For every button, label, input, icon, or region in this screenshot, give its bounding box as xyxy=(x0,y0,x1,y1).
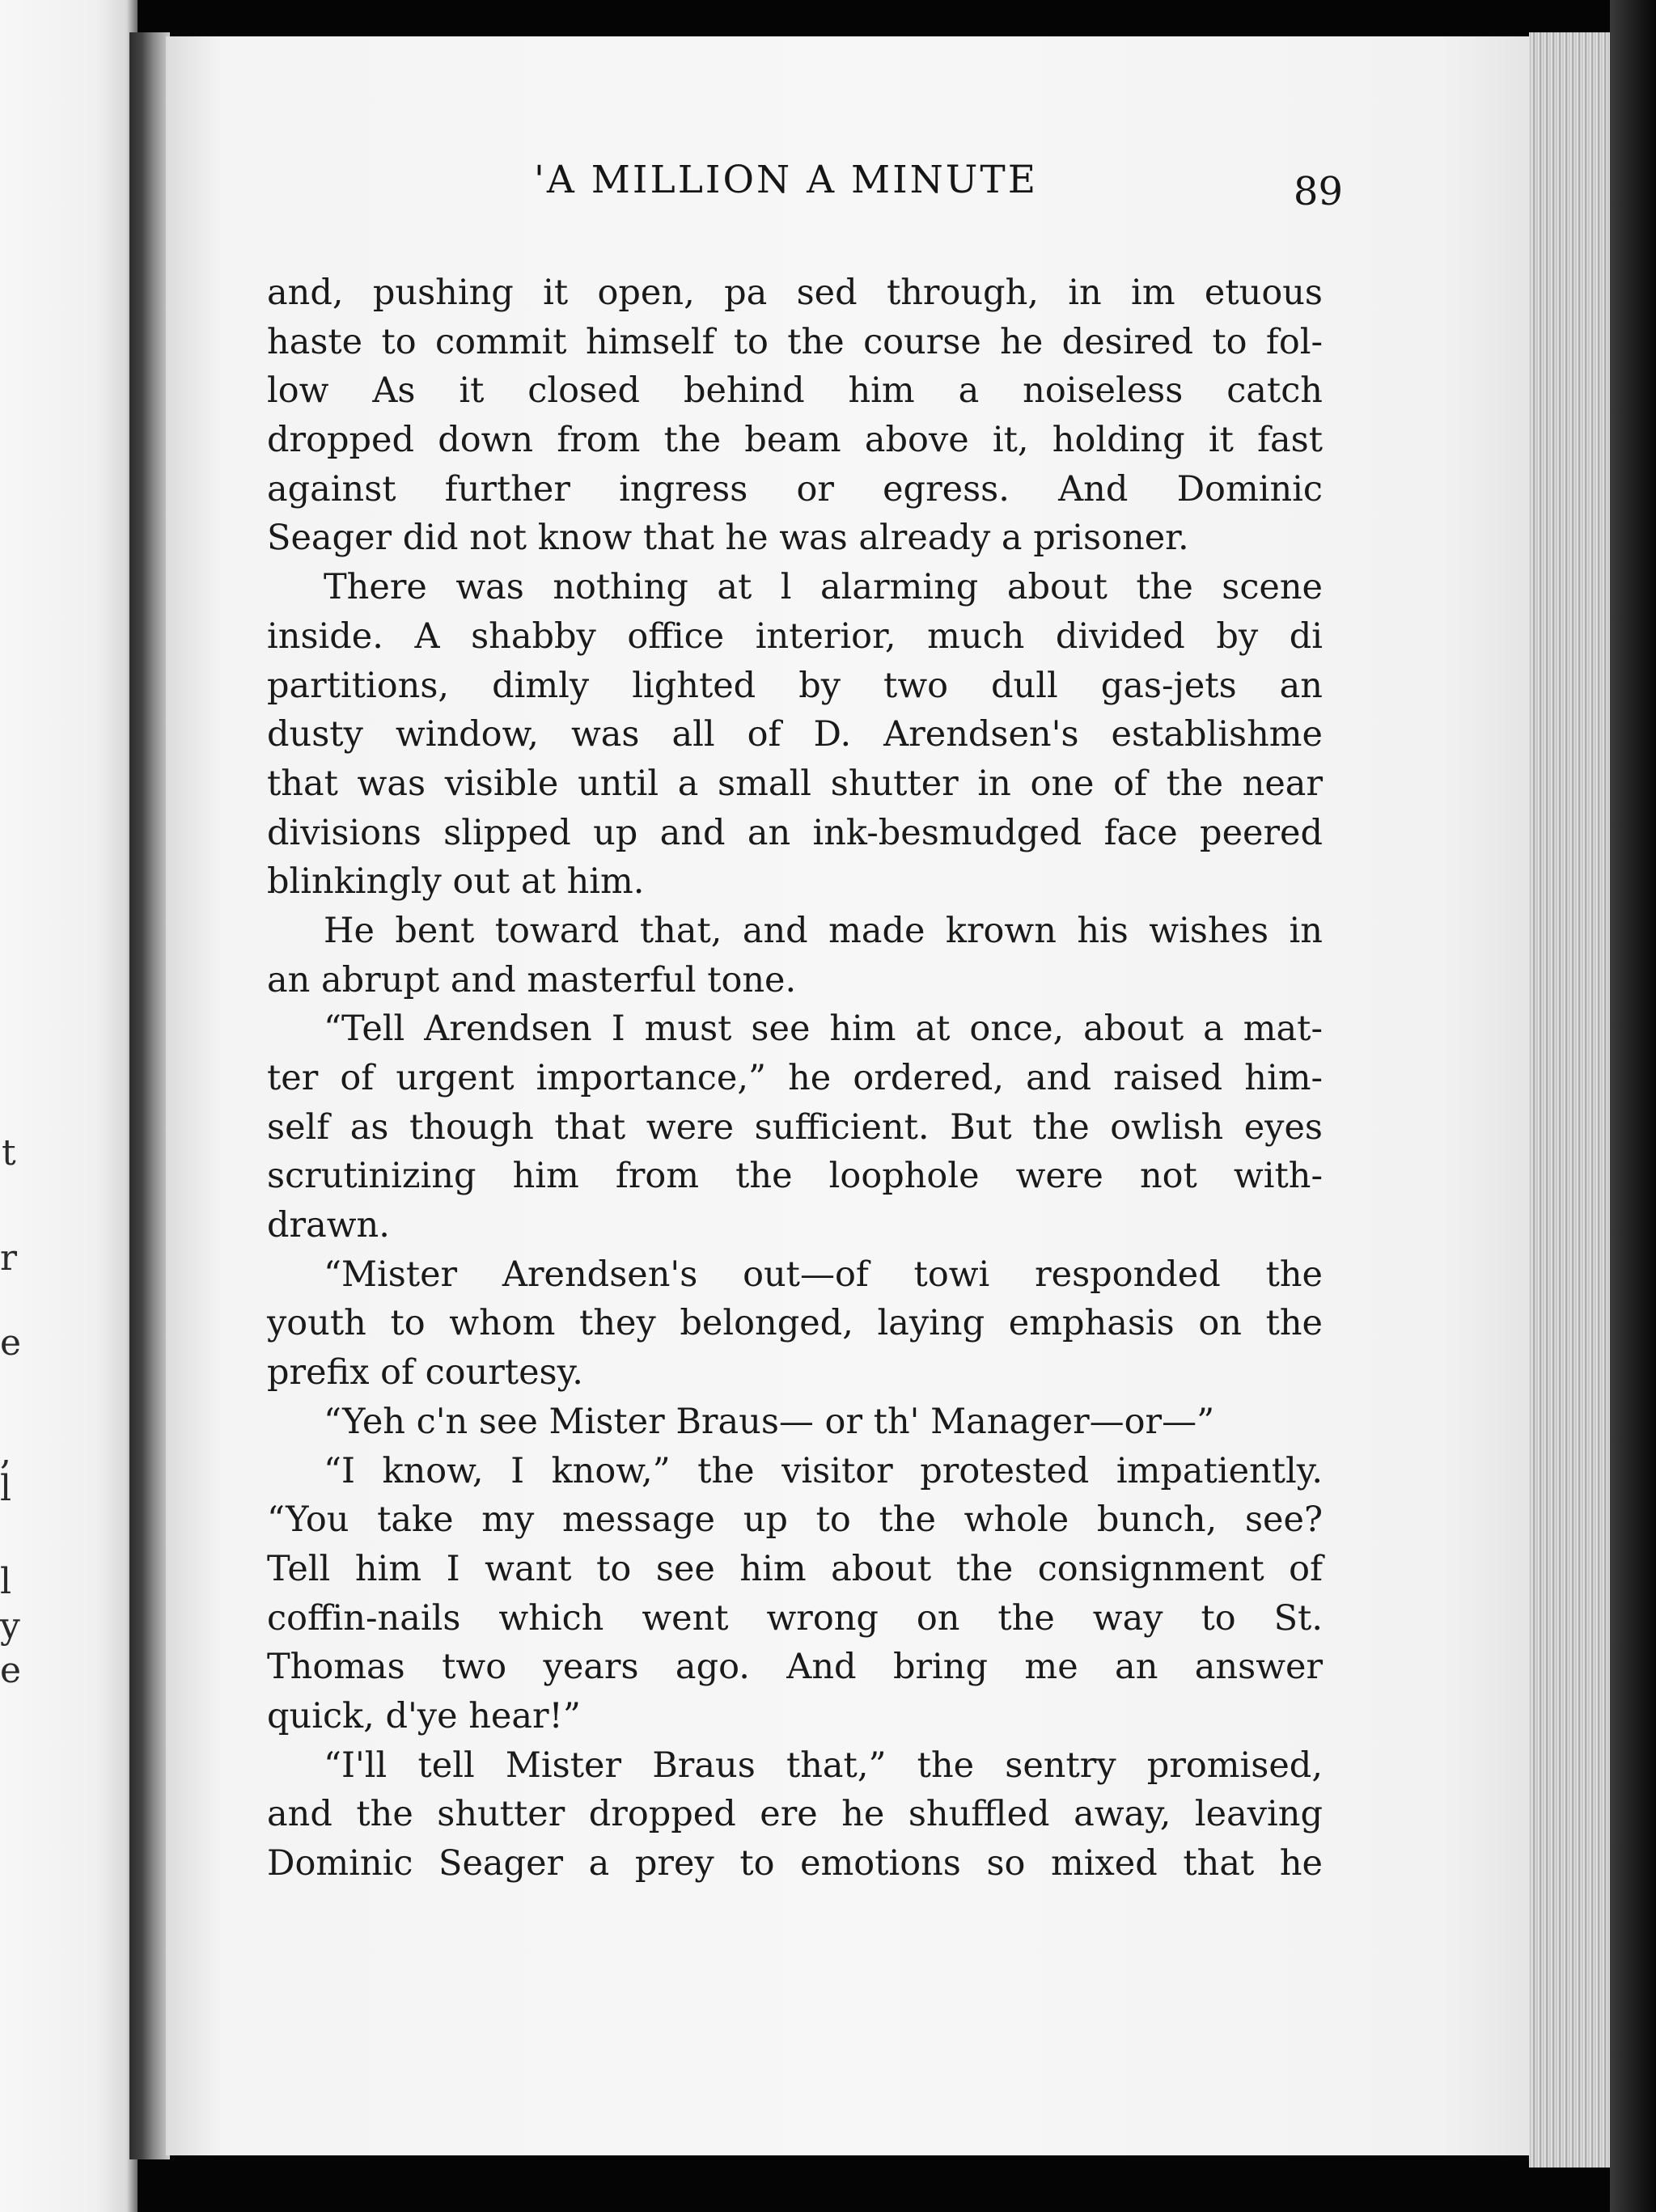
text-line: and the shutter dropped ere he shuffled away, leaving xyxy=(267,1794,1323,1835)
text-line: and, pushing it open, pa sed through, in im etuous xyxy=(267,273,1323,313)
text-line: “You take my message up to the whole bunch, see? xyxy=(267,1499,1323,1541)
running-title: 'A MILLION A MINUTE xyxy=(534,158,1039,202)
left-page-fragment: l xyxy=(0,1468,12,1509)
text-line: “Yeh c'n see Mister Braus— or th' Manager—or—” xyxy=(324,1401,1215,1442)
page-number: 89 xyxy=(1293,169,1343,214)
text-line: ter of urgent importance,” he ordered, and raised him- xyxy=(267,1058,1323,1098)
page-fore-edge xyxy=(1529,32,1618,2168)
page-edge-shadow xyxy=(1610,0,1656,2212)
text-line: dropped down from the beam above it, holding it fast xyxy=(267,420,1323,461)
left-page-fragment: e xyxy=(0,1650,22,1691)
text-line: low As it closed behind him a noiseless catch xyxy=(267,370,1323,412)
text-line: self as though that were sufficient. But the owlish eyes xyxy=(267,1106,1323,1148)
left-page-fragment: t xyxy=(2,1132,16,1174)
text-line: “I know, I know,” the visitor protested impatiently. xyxy=(324,1450,1323,1491)
text-line: “Tell Arendsen I must see him at once, about a mat- xyxy=(324,1009,1323,1050)
paragraph xyxy=(267,1741,1323,1888)
text-line: He bent toward that, and made krown his wishes in xyxy=(324,910,1323,951)
paragraph xyxy=(267,1398,1323,1447)
text-line: blinkingly out at him. xyxy=(267,861,645,903)
text-line: Dominic Seager a prey to emotions so mixed that he xyxy=(267,1843,1323,1884)
text-line: scrutinizing him from the loophole were not with- xyxy=(267,1156,1323,1197)
text-line: There was nothing at l alarming about the scene xyxy=(324,567,1323,608)
text-line: coffin-nails which went wrong on the way to St. xyxy=(267,1597,1323,1639)
left-page-edge xyxy=(0,0,138,2212)
text-line: Seager did not know that he was already a prisoner. xyxy=(267,518,1189,559)
text-line: drawn. xyxy=(267,1205,390,1246)
left-page-fragment: e xyxy=(0,1322,22,1364)
text-line: dusty window, was all of D. Arendsen's establishme xyxy=(267,714,1323,755)
paragraph xyxy=(267,907,1323,1004)
left-page-fragment: y xyxy=(0,1605,20,1647)
text-line: quick, d'ye hear!” xyxy=(267,1695,581,1736)
body-text xyxy=(267,269,1323,1888)
book-gutter xyxy=(129,32,170,2159)
text-line: “Mister Arendsen's out—of towi responded the xyxy=(324,1254,1323,1295)
text-line: prefix of courtesy. xyxy=(267,1352,583,1394)
text-line: youth to whom they belonged, laying emphasis on the xyxy=(267,1303,1323,1344)
text-line: Tell him I want to see him about the consignment of xyxy=(267,1548,1323,1589)
paragraph xyxy=(267,1004,1323,1250)
left-page-fragment: , xyxy=(0,1432,11,1473)
paragraph xyxy=(267,563,1323,907)
text-line: “I'll tell Mister Braus that,” the sentry promised, xyxy=(324,1745,1323,1786)
text-line: against further ingress or egress. And Dominic xyxy=(267,468,1323,510)
text-line: partitions, dimly lighted by two dull gas-jets an xyxy=(267,665,1323,706)
paragraph xyxy=(267,269,1323,563)
left-page-fragment: l xyxy=(0,1561,12,1602)
text-line: Thomas two years ago. And bring me an answer xyxy=(267,1647,1323,1688)
left-page-fragment: r xyxy=(0,1237,18,1279)
text-line: an abrupt and masterful tone. xyxy=(267,959,797,1000)
text-line: divisions slipped up and an ink-besmudged face peered xyxy=(267,812,1323,853)
paragraph xyxy=(267,1447,1323,1741)
text-line: inside. A shabby office interior, much divided by di xyxy=(267,615,1323,657)
text-line: haste to commit himself to the course he desired to fol- xyxy=(267,321,1323,362)
text-line: that was visible until a small shutter in one of the near xyxy=(267,763,1323,804)
paragraph xyxy=(267,1250,1323,1398)
